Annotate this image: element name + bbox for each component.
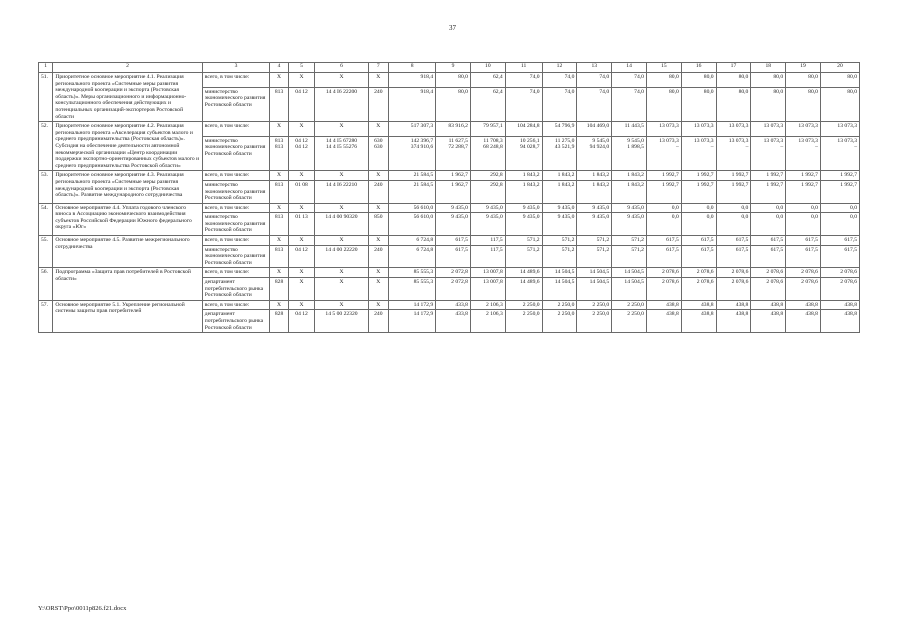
activity-name: Основное мероприятие 4.4. Уплата годового членского взноса в Ассоциацию экономического взаимодействия субъектов Российской Федерации Южного федерального округа «Юг» — [53, 203, 202, 235]
amount-cell: 2 078,6 — [751, 278, 786, 301]
budget-code: 850 — [368, 213, 388, 236]
amount-cell: 1 962,7 — [436, 171, 471, 181]
amount-cell: 1 992,7 — [751, 171, 786, 181]
amount-cell: 74,0 — [542, 73, 577, 88]
row-number: 56. — [39, 268, 53, 300]
amount-cell: 21 584,5 — [389, 171, 436, 181]
budget-code: X — [270, 73, 288, 88]
amount-cell: 11 443,5 — [612, 122, 647, 137]
amount-cell: 14 504,5 — [612, 278, 647, 301]
executor: департамент потребительского рынка Ростовской области — [202, 310, 270, 333]
executor: всего, в том числе: — [202, 203, 270, 213]
budget-code: X — [315, 268, 368, 278]
amount-cell: 617,5 — [436, 245, 471, 268]
amount-cell: 74,0 — [612, 73, 647, 88]
table-row — [39, 300, 860, 310]
amount-cell: 2 250,0 — [542, 310, 577, 333]
activity-name: Подпрограмма «Защита прав потребителей в Ростовской области» — [53, 268, 202, 300]
budget-code: X — [288, 203, 315, 213]
amount-cell: 14 489,6 — [505, 268, 542, 278]
table-row — [39, 171, 860, 181]
budget-code: 240 — [368, 245, 388, 268]
row-number: 51. — [39, 73, 53, 122]
amount-cell: 617,5 — [820, 236, 859, 246]
amount-cell: 617,5 — [681, 236, 716, 246]
amount-cell: 21 584,5 — [389, 180, 436, 203]
amount-cell: 13 073,3 – — [646, 136, 681, 171]
amount-cell: 13 073,3 – — [681, 136, 716, 171]
budget-code: 14 4 00 90320 — [315, 213, 368, 236]
table-row — [39, 236, 860, 246]
budget-code: X — [288, 171, 315, 181]
amount-cell: 1 992,7 — [646, 171, 681, 181]
amount-cell: 11 708,3 68 248,8 — [470, 136, 505, 171]
amount-cell: 11 627,5 72 288,7 — [436, 136, 471, 171]
amount-cell: 14 504,5 — [542, 268, 577, 278]
amount-cell: 80,0 — [820, 73, 859, 88]
amount-cell: 74,0 — [505, 87, 542, 122]
budget-code: 240 — [368, 310, 388, 333]
column-header: 12 — [542, 63, 577, 73]
amount-cell: 2 250,0 — [612, 300, 647, 310]
amount-cell: 2 078,6 — [646, 268, 681, 278]
amount-cell: 80,0 — [786, 87, 821, 122]
budget-code: 828 — [270, 278, 288, 301]
amount-cell: 0,0 — [716, 213, 751, 236]
executor: всего, в том числе: — [202, 236, 270, 246]
table-row — [39, 203, 860, 213]
amount-cell: 0,0 — [786, 213, 821, 236]
amount-cell: 13 073,3 – — [786, 136, 821, 171]
budget-code: 04 12 — [288, 245, 315, 268]
column-header: 18 — [751, 63, 786, 73]
executor: министерство экономического развития Ростовской области — [202, 245, 270, 268]
amount-cell: 2 250,0 — [542, 300, 577, 310]
budget-code: X — [288, 73, 315, 88]
amount-cell: 1 843,2 — [542, 180, 577, 203]
amount-cell: 438,8 — [751, 310, 786, 333]
budget-code: X — [270, 236, 288, 246]
activity-name: Приоритетное основное мероприятие 4.1. Реализация регионального проекта «Системные меры развития международной кооперации и экспорта (Ростовская область)». Меры организационного и информационно-консультационного обеспечения действующих и потенциальных организаций-экспортеров Ростовской области — [53, 73, 202, 122]
amount-cell: 80,0 — [646, 73, 681, 88]
budget-code: 813 — [270, 245, 288, 268]
amount-cell: 2 106,3 — [470, 300, 505, 310]
amount-cell: 292,8 — [470, 180, 505, 203]
amount-cell: 79 957,1 — [470, 122, 505, 137]
row-number: 54. — [39, 203, 53, 235]
amount-cell: 56 610,0 — [389, 203, 436, 213]
amount-cell: 1 992,7 — [751, 180, 786, 203]
column-header: 3 — [202, 63, 270, 73]
budget-code: X — [315, 122, 368, 137]
row-number: 53. — [39, 171, 53, 203]
amount-cell: 11 275,0 43 521,9 — [542, 136, 577, 171]
amount-cell: 13 073,3 – — [820, 136, 859, 171]
amount-cell: 104 469,0 — [577, 122, 612, 137]
amount-cell: 85 555,3 — [389, 278, 436, 301]
amount-cell: 0,0 — [820, 213, 859, 236]
amount-cell: 9 545,0 1 898,5 — [612, 136, 647, 171]
amount-cell: 571,2 — [542, 245, 577, 268]
amount-cell: 617,5 — [681, 245, 716, 268]
amount-cell: 1 992,7 — [820, 171, 859, 181]
amount-cell: 14 489,6 — [505, 278, 542, 301]
budget-code: X — [315, 278, 368, 301]
amount-cell: 292,8 — [470, 171, 505, 181]
amount-cell: 9 435,0 — [505, 203, 542, 213]
amount-cell: 9 545,0 94 924,0 — [577, 136, 612, 171]
budget-code: 240 — [368, 180, 388, 203]
amount-cell: 13 007,8 — [470, 278, 505, 301]
amount-cell: 571,2 — [577, 245, 612, 268]
amount-cell: 2 250,0 — [612, 310, 647, 333]
amount-cell: 2 072,8 — [436, 278, 471, 301]
amount-cell: 438,8 — [681, 310, 716, 333]
column-header: 20 — [820, 63, 859, 73]
amount-cell: 2 106,3 — [470, 310, 505, 333]
amount-cell: 13 073,3 – — [751, 136, 786, 171]
amount-cell: 9 435,0 — [436, 203, 471, 213]
amount-cell: 74,0 — [577, 73, 612, 88]
executor: министерство экономического развития Ростовской области — [202, 180, 270, 203]
page-number: 37 — [449, 24, 456, 32]
amount-cell: 617,5 — [716, 236, 751, 246]
amount-cell: 9 435,0 — [577, 213, 612, 236]
amount-cell: 9 435,0 — [470, 213, 505, 236]
table-row — [39, 122, 860, 137]
footer-path: Y:\ORST\Ppo\0011p826.f21.docx — [38, 605, 127, 612]
amount-cell: 74,0 — [505, 73, 542, 88]
budget-code: X — [270, 300, 288, 310]
activity-name: Приоритетное основное мероприятие 4.2. Реализация регионального проекта «Акселерация субъектов малого и среднего предпринимательства (Ростовская область)». Субсидия на обеспечение деятельности автономной некоммерческой организации «Центр координации поддержки экспортно-ориентированных субъектов малого и среднего предпринимательства Ростовской области» — [53, 122, 202, 171]
budget-code: X — [270, 171, 288, 181]
budget-code: 828 — [270, 310, 288, 333]
amount-cell: 13 073,3 — [751, 122, 786, 137]
executor: всего, в том числе: — [202, 268, 270, 278]
amount-cell: 80,0 — [786, 73, 821, 88]
amount-cell: 2 078,6 — [716, 278, 751, 301]
amount-cell: 617,5 — [820, 245, 859, 268]
budget-code: 240 — [368, 87, 388, 122]
budget-code: X — [368, 73, 388, 88]
budget-code: X — [368, 268, 388, 278]
amount-cell: 1 992,7 — [646, 180, 681, 203]
amount-cell: 2 250,0 — [505, 300, 542, 310]
amount-cell: 0,0 — [820, 203, 859, 213]
amount-cell: 1 992,7 — [681, 180, 716, 203]
budget-code: X — [288, 236, 315, 246]
amount-cell: 80,0 — [751, 87, 786, 122]
column-header: 11 — [505, 63, 542, 73]
amount-cell: 80,0 — [751, 73, 786, 88]
activity-name: Основное мероприятие 4.5. Развитие межрегионального сотрудничества — [53, 236, 202, 268]
column-header: 16 — [681, 63, 716, 73]
amount-cell: 13 073,3 — [716, 122, 751, 137]
amount-cell: 571,2 — [542, 236, 577, 246]
amount-cell: 62,4 — [470, 87, 505, 122]
amount-cell: 56 610,0 — [389, 213, 436, 236]
column-header: 15 — [646, 63, 681, 73]
column-header: 2 — [53, 63, 202, 73]
amount-cell: 571,2 — [577, 236, 612, 246]
amount-cell: 571,2 — [505, 236, 542, 246]
amount-cell: 9 435,0 — [612, 213, 647, 236]
amount-cell: 142 396,7 374 910,6 — [389, 136, 436, 171]
amount-cell: 617,5 — [786, 236, 821, 246]
budget-code: 14 4 00 22220 — [315, 245, 368, 268]
amount-cell: 62,4 — [470, 73, 505, 88]
amount-cell: 13 073,3 – — [716, 136, 751, 171]
amount-cell: 617,5 — [646, 236, 681, 246]
amount-cell: 0,0 — [681, 213, 716, 236]
amount-cell: 1 992,7 — [716, 171, 751, 181]
table-row — [39, 73, 860, 88]
amount-cell: 80,0 — [681, 73, 716, 88]
amount-cell: 433,8 — [436, 300, 471, 310]
row-number: 57. — [39, 300, 53, 332]
amount-cell: 0,0 — [681, 203, 716, 213]
amount-cell: 104 284,8 — [505, 122, 542, 137]
activity-name: Приоритетное основное мероприятие 4.3. Реализация регионального проекта «Системные меры развития международной кооперации и экспорта (Ростовская область)». Развитие международного сотрудничества — [53, 171, 202, 203]
amount-cell: 2 078,6 — [681, 278, 716, 301]
budget-code: X — [270, 203, 288, 213]
amount-cell: 438,8 — [716, 300, 751, 310]
budget-code: 813 — [270, 213, 288, 236]
amount-cell: 6 724,8 — [389, 236, 436, 246]
amount-cell: 9 435,0 — [436, 213, 471, 236]
amount-cell: 2 078,6 — [786, 278, 821, 301]
column-header: 8 — [389, 63, 436, 73]
budget-code: 04 12 04 12 — [288, 136, 315, 171]
amount-cell: 80,0 — [716, 73, 751, 88]
executor: всего, в том числе: — [202, 73, 270, 88]
amount-cell: 2 078,6 — [786, 268, 821, 278]
amount-cell: 517 307,3 — [389, 122, 436, 137]
budget-code: X — [288, 268, 315, 278]
budget-code: 813 — [270, 180, 288, 203]
row-number: 52. — [39, 122, 53, 171]
amount-cell: 438,8 — [646, 300, 681, 310]
budget-code: 14 4 I6 22200 — [315, 87, 368, 122]
amount-cell: 117,5 — [470, 236, 505, 246]
budget-code: X — [368, 203, 388, 213]
budget-code: X — [368, 171, 388, 181]
amount-cell: 13 007,8 — [470, 268, 505, 278]
amount-cell: 1 843,2 — [612, 171, 647, 181]
amount-cell: 0,0 — [716, 203, 751, 213]
amount-cell: 117,5 — [470, 245, 505, 268]
amount-cell: 80,0 — [716, 87, 751, 122]
amount-cell: 14 504,5 — [542, 278, 577, 301]
amount-cell: 9 435,0 — [505, 213, 542, 236]
amount-cell: 1 962,7 — [436, 180, 471, 203]
amount-cell: 85 555,3 — [389, 268, 436, 278]
amount-cell: 1 843,2 — [505, 180, 542, 203]
amount-cell: 9 435,0 — [542, 213, 577, 236]
budget-code: X — [315, 236, 368, 246]
budget-code: 04 12 — [288, 310, 315, 333]
amount-cell: 617,5 — [716, 245, 751, 268]
amount-cell: 14 504,5 — [577, 278, 612, 301]
amount-cell: 1 843,2 — [577, 171, 612, 181]
amount-cell: 2 072,8 — [436, 268, 471, 278]
budget-code: X — [368, 278, 388, 301]
amount-cell: 80,0 — [681, 87, 716, 122]
amount-cell: 571,2 — [505, 245, 542, 268]
column-header: 17 — [716, 63, 751, 73]
amount-cell: 6 724,8 — [389, 245, 436, 268]
budget-code: X — [288, 300, 315, 310]
amount-cell: 74,0 — [612, 87, 647, 122]
amount-cell: 13 073,3 — [681, 122, 716, 137]
amount-cell: 571,2 — [612, 245, 647, 268]
amount-cell: 1 992,7 — [820, 180, 859, 203]
budget-code: X — [315, 73, 368, 88]
amount-cell: 617,5 — [436, 236, 471, 246]
amount-cell: 2 078,6 — [820, 278, 859, 301]
executor: всего, в том числе: — [202, 300, 270, 310]
executor: министерство экономического развития Ростовской области — [202, 136, 270, 171]
column-header: 5 — [288, 63, 315, 73]
budget-code: 14 4 I6 22210 — [315, 180, 368, 203]
budget-code: 813 — [270, 87, 288, 122]
amount-cell: 438,8 — [786, 300, 821, 310]
amount-cell: 54 796,9 — [542, 122, 577, 137]
amount-cell: 438,8 — [820, 310, 859, 333]
column-header: 4 — [270, 63, 288, 73]
amount-cell: 1 843,2 — [612, 180, 647, 203]
amount-cell: 80,0 — [820, 87, 859, 122]
amount-cell: 0,0 — [786, 203, 821, 213]
amount-cell: 438,8 — [820, 300, 859, 310]
amount-cell: 74,0 — [577, 87, 612, 122]
budget-code: 14 4 I5 67280 14 4 I5 55276 — [315, 136, 368, 171]
budget-code: 04 12 — [288, 87, 315, 122]
amount-cell: 80,0 — [436, 73, 471, 88]
budget-code: 813 813 — [270, 136, 288, 171]
column-header: 13 — [577, 63, 612, 73]
amount-cell: 438,8 — [681, 300, 716, 310]
column-header: 6 — [315, 63, 368, 73]
amount-cell: 617,5 — [751, 245, 786, 268]
amount-cell: 13 073,3 — [820, 122, 859, 137]
budget-code: X — [368, 236, 388, 246]
budget-code: 14 5 00 22320 — [315, 310, 368, 333]
amount-cell: 13 073,3 — [646, 122, 681, 137]
amount-cell: 1 992,7 — [786, 180, 821, 203]
budget-code: X — [315, 171, 368, 181]
budget-code: X — [270, 268, 288, 278]
row-number: 55. — [39, 236, 53, 268]
amount-cell: 2 078,6 — [716, 268, 751, 278]
amount-cell: 2 250,0 — [577, 310, 612, 333]
amount-cell: 13 073,3 — [786, 122, 821, 137]
budget-code: X — [288, 122, 315, 137]
amount-cell: 80,0 — [436, 87, 471, 122]
table-row — [39, 268, 860, 278]
amount-cell: 2 078,6 — [646, 278, 681, 301]
header-row — [39, 63, 860, 73]
amount-cell: 9 435,0 — [577, 203, 612, 213]
amount-cell: 0,0 — [646, 213, 681, 236]
amount-cell: 74,0 — [542, 87, 577, 122]
amount-cell: 438,8 — [786, 310, 821, 333]
amount-cell: 0,0 — [751, 213, 786, 236]
executor: всего, в том числе: — [202, 122, 270, 137]
amount-cell: 617,5 — [751, 236, 786, 246]
amount-cell: 9 435,0 — [612, 203, 647, 213]
amount-cell: 571,2 — [612, 236, 647, 246]
column-header: 14 — [612, 63, 647, 73]
budget-code: X — [288, 278, 315, 301]
amount-cell: 1 843,2 — [542, 171, 577, 181]
amount-cell: 438,8 — [646, 310, 681, 333]
amount-cell: 918,4 — [389, 87, 436, 122]
amount-cell: 80,0 — [646, 87, 681, 122]
executor: департамент потребительского рынка Ростовской области — [202, 278, 270, 301]
amount-cell: 2 078,6 — [751, 268, 786, 278]
amount-cell: 1 992,7 — [716, 180, 751, 203]
column-header: 7 — [368, 63, 388, 73]
budget-code: X — [315, 300, 368, 310]
amount-cell: 0,0 — [646, 203, 681, 213]
amount-cell: 10 256,1 94 028,7 — [505, 136, 542, 171]
budget-table — [38, 62, 860, 333]
amount-cell: 1 843,2 — [577, 180, 612, 203]
amount-cell: 1 992,7 — [681, 171, 716, 181]
amount-cell: 2 250,0 — [505, 310, 542, 333]
budget-code: 630 630 — [368, 136, 388, 171]
amount-cell: 617,5 — [786, 245, 821, 268]
amount-cell: 1 843,2 — [505, 171, 542, 181]
amount-cell: 1 992,7 — [786, 171, 821, 181]
amount-cell: 83 916,2 — [436, 122, 471, 137]
column-header: 19 — [786, 63, 821, 73]
amount-cell: 14 504,5 — [577, 268, 612, 278]
amount-cell: 438,8 — [751, 300, 786, 310]
budget-code: 01 08 — [288, 180, 315, 203]
amount-cell: 14 504,5 — [612, 268, 647, 278]
amount-cell: 0,0 — [751, 203, 786, 213]
amount-cell: 2 078,6 — [681, 268, 716, 278]
executor: министерство экономического развития Ростовской области — [202, 87, 270, 122]
amount-cell: 9 435,0 — [470, 203, 505, 213]
amount-cell: 9 435,0 — [542, 203, 577, 213]
amount-cell: 14 172,9 — [389, 300, 436, 310]
budget-code: X — [270, 122, 288, 137]
executor: министерство экономического развития Ростовской области — [202, 213, 270, 236]
amount-cell: 438,8 — [716, 310, 751, 333]
activity-name: Основное мероприятие 5.1. Укрепление региональной системы защиты прав потребителей — [53, 300, 202, 332]
amount-cell: 433,8 — [436, 310, 471, 333]
column-header: 1 — [39, 63, 53, 73]
budget-code: X — [368, 122, 388, 137]
amount-cell: 617,5 — [646, 245, 681, 268]
budget-code: X — [315, 203, 368, 213]
budget-code: X — [368, 300, 388, 310]
amount-cell: 14 172,9 — [389, 310, 436, 333]
column-header: 9 — [436, 63, 471, 73]
amount-cell: 918,4 — [389, 73, 436, 88]
executor: всего, в том числе: — [202, 171, 270, 181]
amount-cell: 2 078,6 — [820, 268, 859, 278]
column-header: 10 — [470, 63, 505, 73]
budget-code: 01 13 — [288, 213, 315, 236]
amount-cell: 2 250,0 — [577, 300, 612, 310]
